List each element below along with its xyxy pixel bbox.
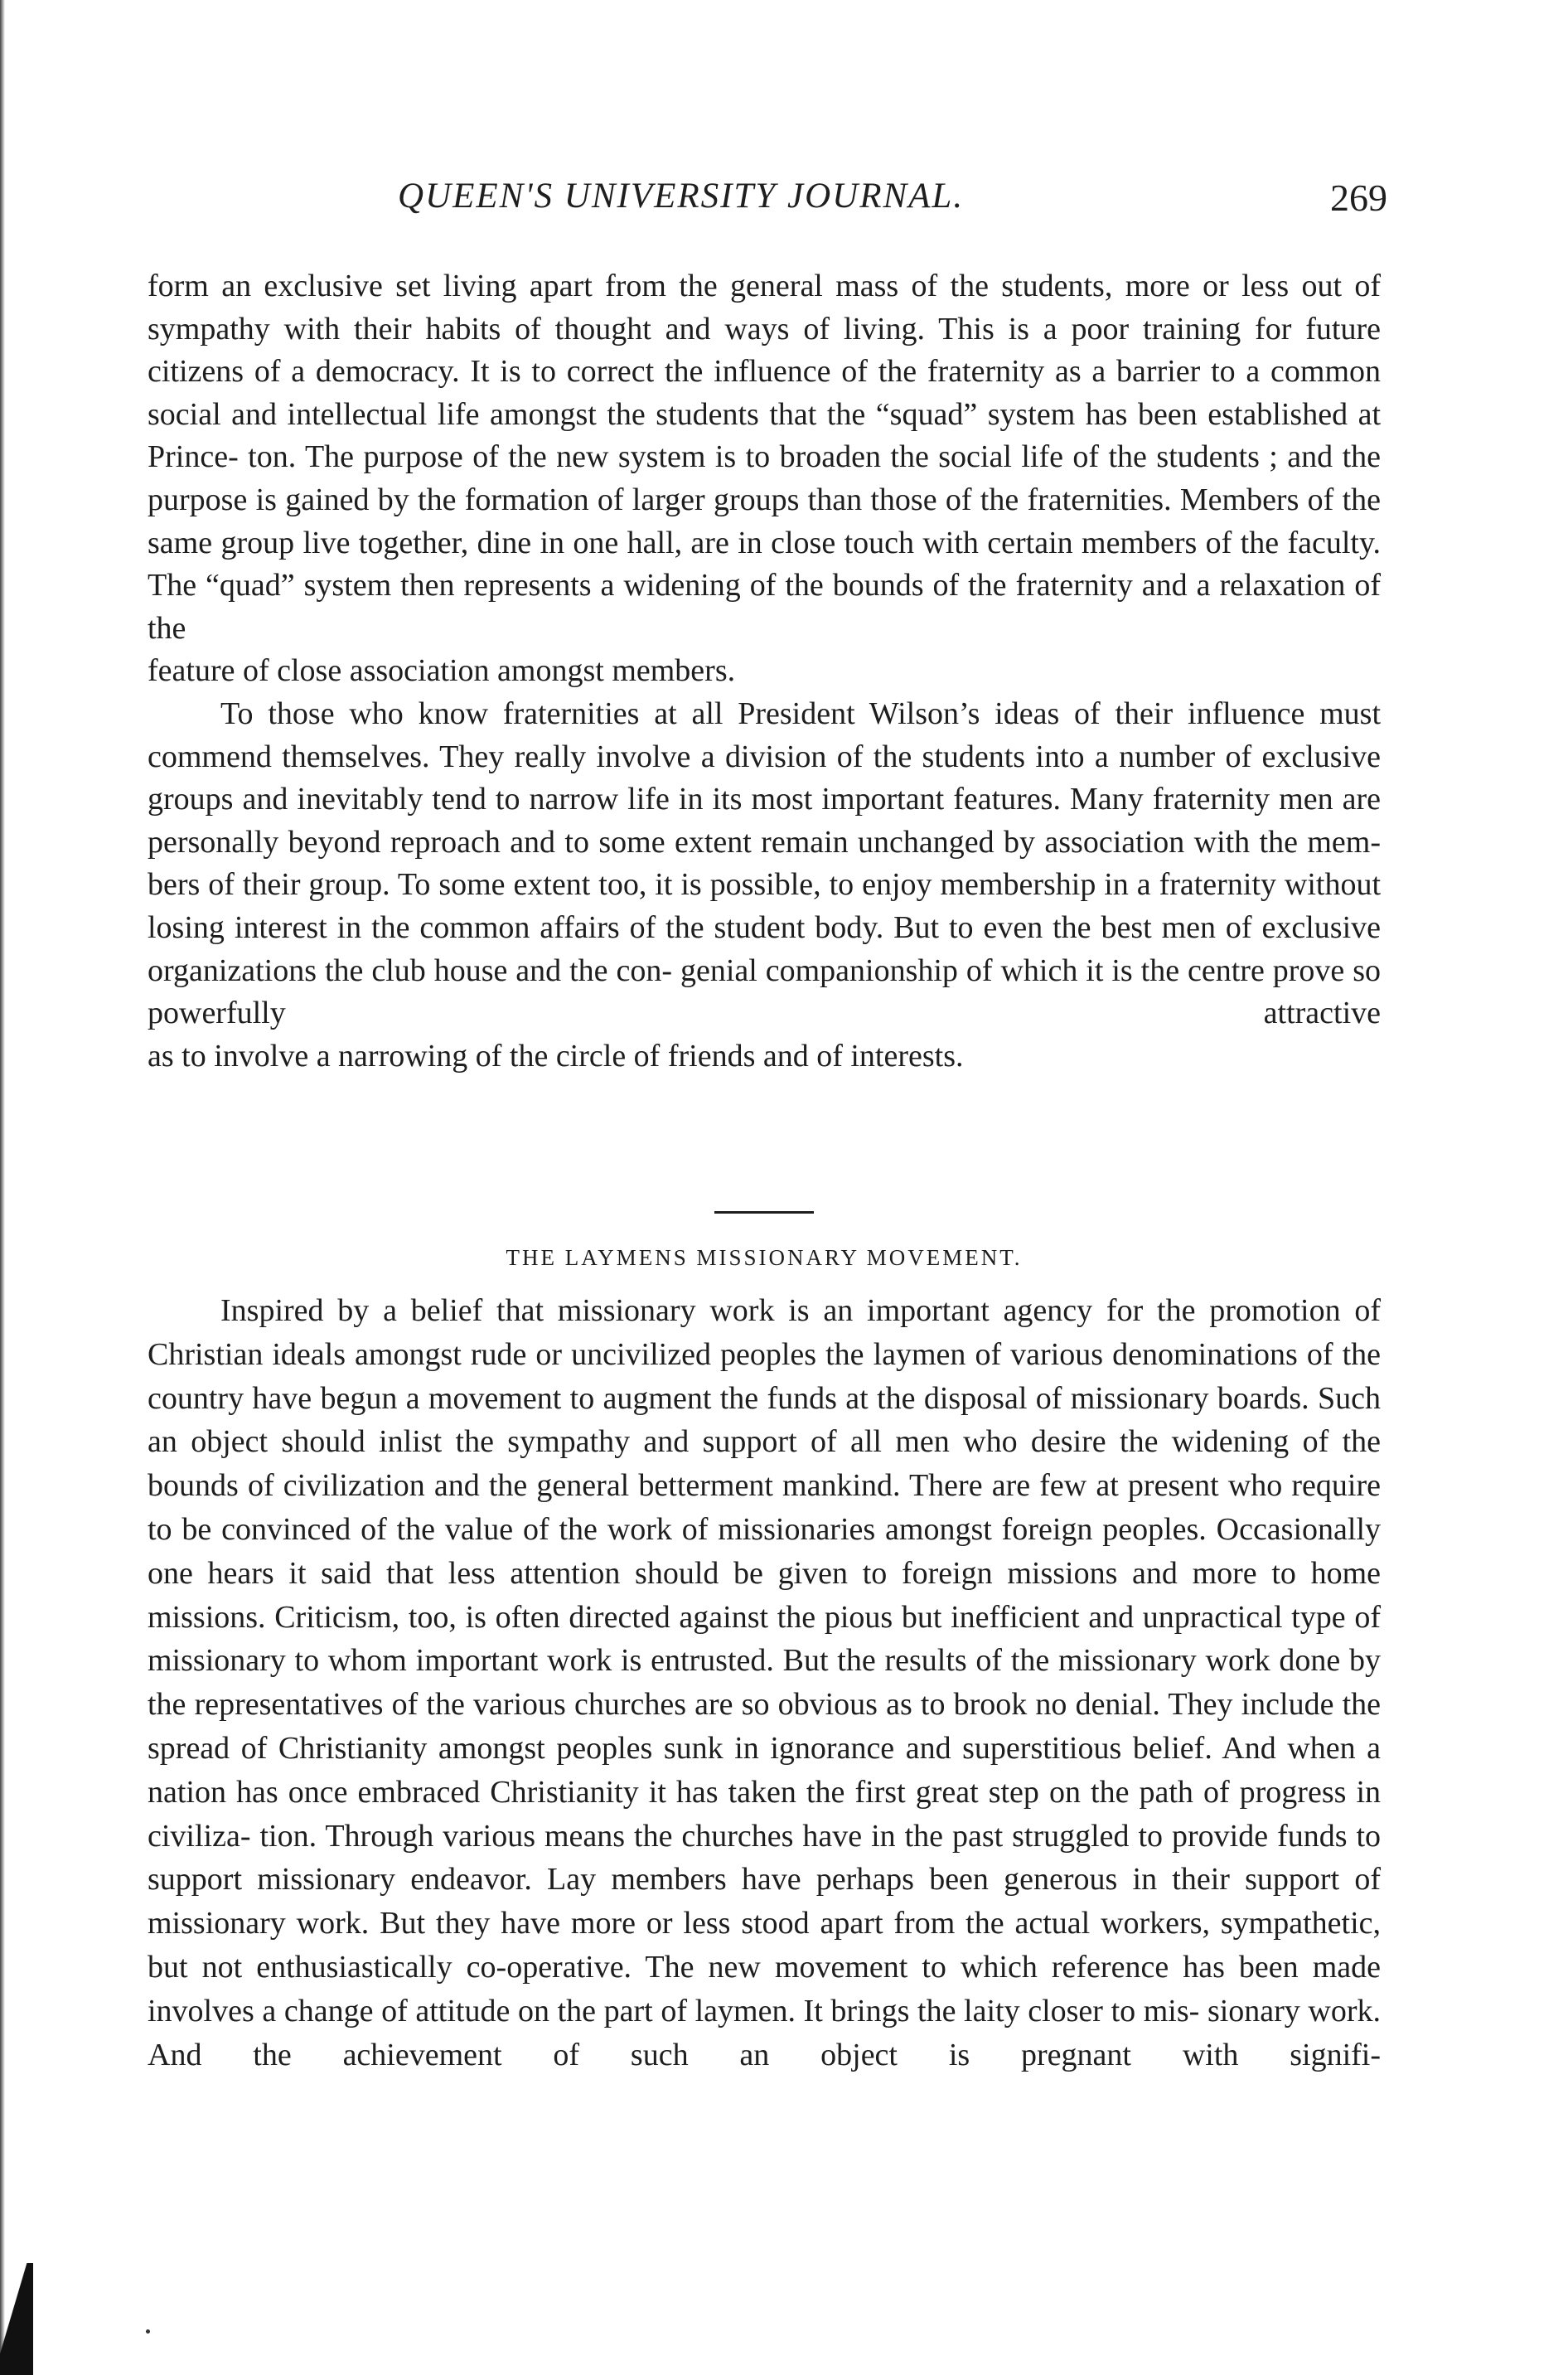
text-line: the sympathy and support of all men who desire the widening of the bounds: [148, 1424, 1382, 1504]
text-line: a change of attitude on the part of laymen. It brings the laity closer to mis-: [262, 1993, 1200, 2028]
scan-speck: [146, 2329, 150, 2334]
text-line: in close touch with certain members of the faculty. The “quad” system then: [148, 525, 1382, 603]
text-line: foreign peoples. Occasionally one hears it said that less attention should be: [148, 1511, 1382, 1591]
section-heading: THE LAYMENS MISSIONARY MOVEMENT.: [506, 1245, 1023, 1270]
page-header: [398, 176, 1392, 225]
text-line: the funds at the disposal of missionary boards. Such an object should inlist: [148, 1380, 1381, 1460]
text-line: been generous in their support of missionary work. But they have more or: [148, 1862, 1381, 1941]
text-line: students into a number of exclusive groups and inevitably tend to narrow life: [148, 739, 1381, 817]
text-line: To those who know fraternities at all President Wilson’s ideas of their: [220, 696, 1174, 731]
article-continued: [148, 265, 1381, 1078]
text-line: no denial. They include the spread of Christianity amongst peoples sunk in: [148, 1687, 1382, 1766]
paragraph-2-last-line: as to involve a narrowing of the circle of friends and of interests.: [148, 1038, 964, 1074]
text-line: sionary work. And the achievement of such an object is pregnant with signifi-: [148, 1993, 1382, 2072]
text-line: genial companionship of which it is the centre prove so powerfully attractive: [148, 952, 1381, 1031]
page-number: 269: [1330, 177, 1387, 219]
text-line: more or less out of sympathy with their habits of thought and ways of living.: [148, 269, 1381, 347]
scan-edge-shadow: [0, 0, 5, 2375]
text-line: But to even the best men of exclusive organizations the club house and the con-: [148, 909, 1381, 988]
text-line: ignorance and superstitious belief. And when a nation has once embraced: [148, 1730, 1381, 1810]
text-line: reproach and to some extent remain unchanged by association with the mem-: [390, 824, 1381, 860]
text-line: who require to be convinced of the value of the work of missionaries amongst: [148, 1468, 1382, 1547]
text-line: given to foreign missions and more to home missions. Criticism, too, is often: [148, 1555, 1382, 1635]
text-line: tion. Through various means the churches have in the past struggled to: [259, 1818, 1164, 1854]
text-line: of civilization and the general betterment mankind. There are few at present: [247, 1468, 1219, 1504]
text-line: less stood apart from the actual workers, sympathetic, but not enthusiastically: [148, 1906, 1381, 1985]
text-line: influence of the fraternity as a barrier to a common social and intellectual life: [148, 354, 1382, 432]
text-line: promotion of Christian ideals amongst rude or uncivilized peoples the laymen: [148, 1293, 1382, 1372]
text-line: done by the representatives of the various churches are so obvious as to brook: [148, 1643, 1382, 1723]
text-line: Christianity it has taken the first great step on the path of progress in civiliza-: [148, 1774, 1382, 1854]
text-line: co-operative. The new movement to which reference has been made involves: [148, 1949, 1382, 2028]
text-line: fraternities. Members of the same group live together, dine in one hall, are: [148, 482, 1381, 560]
text-line: a fraternity without losing interest in the common affairs of the student body.: [148, 867, 1381, 945]
paragraph-1: [148, 265, 1381, 650]
section-body: [148, 1289, 1381, 2077]
text-line: directed against the pious but inefficient and unpractical type of missionary to: [148, 1599, 1382, 1679]
text-line: influence must commend themselves. They really involve a division of the: [148, 696, 1382, 774]
paragraph-2: [148, 693, 1381, 1035]
text-line: ton. The purpose of the new system is to broaden the social life of the students ;: [248, 439, 1278, 475]
text-line: whom important work is entrusted. But the results of the missionary work: [327, 1643, 1270, 1679]
text-line: represents a widening of the bounds of the fraternity and a relaxation of the: [148, 568, 1381, 646]
text-line: form an exclusive set living apart from the general mass of the students,: [148, 269, 1113, 303]
text-line: Inspired by a belief that missionary work is an important agency for the: [220, 1293, 1196, 1328]
running-title: QUEEN'S UNIVERSITY JOURNAL.: [398, 177, 965, 216]
text-line: This is a poor training for future citizens of a democracy. It is to correct the: [148, 311, 1381, 390]
section-divider: [714, 1211, 814, 1214]
text-line: amongst the students that the “squad” system has been established at Prince-: [148, 396, 1382, 475]
scan-corner-mark: [0, 2263, 33, 2375]
text-line: in its most important features. Many fraternity men are personally beyond: [148, 782, 1382, 860]
text-line: bers of their group. To some extent too, it is possible, to enjoy membership in: [148, 867, 1129, 903]
text-line: of various denominations of the country have begun a movement to augment: [148, 1336, 1382, 1416]
text-line: provide funds to support missionary endeavor. Lay members have perhaps: [148, 1818, 1382, 1898]
section-paragraph: [148, 1289, 1381, 2077]
text-line: and the purpose is gained by the formation of larger groups than those of the: [148, 439, 1382, 517]
paragraph-1-last-line: feature of close association amongst members.: [148, 653, 736, 689]
